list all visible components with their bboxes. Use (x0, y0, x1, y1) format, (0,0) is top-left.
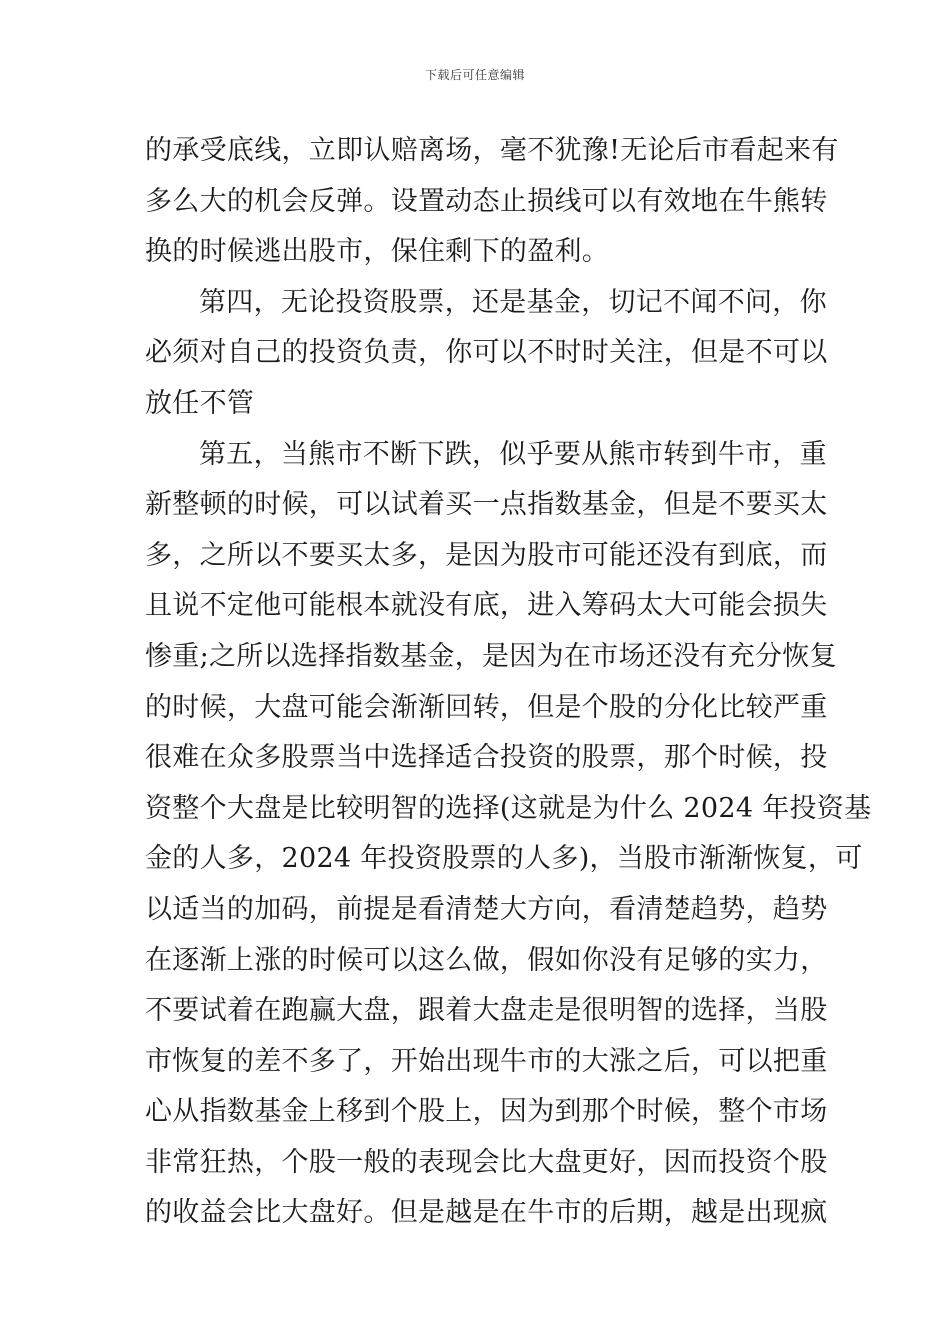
text-line: 的承受底线，立即认赔离场，毫不犹豫!无论后市看起来有 (145, 135, 839, 166)
text-line: 放任不管 (145, 387, 255, 419)
text-line: 在逐渐上涨的时候可以这么做，假如你没有足够的实力， (145, 944, 828, 976)
document-body (145, 126, 872, 1239)
text-line: 惨重;之所以选择指数基金，是因为在市场还没有充分恢复 (145, 640, 837, 672)
text-line: 以适当的加码，前提是看清楚大方向，看清楚趋势，趋势 (145, 893, 828, 925)
text-line: 新整顿的时候，可以试着买一点指数基金，但是不要买太 (145, 489, 828, 521)
page-header: 下载后可任意编辑 (424, 68, 525, 82)
text-line: 市恢复的差不多了，开始出现牛市的大涨之后，可以把重 (145, 1045, 828, 1077)
text-line: 心从指数基金上移到个股上，因为到那个时候，整个市场 (145, 1096, 828, 1128)
text-line: 第五，当熊市不断下跌，似乎要从熊市转到牛市，重 (199, 438, 827, 470)
text-line: 多么大的机会反弹。设置动态止损线可以有效地在牛熊转 (145, 185, 828, 217)
text-line: 的时候，大盘可能会渐渐回转，但是个股的分化比较严重 (145, 691, 828, 723)
text-line: 多，之所以不要买太多，是因为股市可能还没有到底，而 (145, 539, 828, 571)
text-line: 非常狂热，个股一般的表现会比大盘更好，因而投资个股 (145, 1146, 828, 1178)
text-line: 换的时候逃出股市，保住剩下的盈利。 (145, 236, 610, 268)
text-line: 的收益会比大盘好。但是越是在牛市的后期，越是出现疯 (145, 1197, 828, 1229)
text-line: 不要试着在跑赢大盘，跟着大盘走是很明智的选择，当股 (145, 995, 828, 1027)
text-line: 金的人多，2024 年投资股票的人多)，当股市渐渐恢复，可 (145, 843, 863, 875)
text-line: 且说不定他可能根本就没有底，进入筹码太大可能会损失 (145, 590, 828, 622)
text-line: 资整个大盘是比较明智的选择(这就是为什么 2024 年投资基 (145, 792, 872, 824)
text-line: 第四，无论投资股票，还是基金，切记不闻不问，你 (199, 286, 827, 318)
text-line: 必须对自己的投资负责，你可以不时时关注，但是不可以 (145, 337, 828, 369)
text-line: 很难在众多股票当中选择适合投资的股票，那个时候，投 (145, 742, 828, 774)
